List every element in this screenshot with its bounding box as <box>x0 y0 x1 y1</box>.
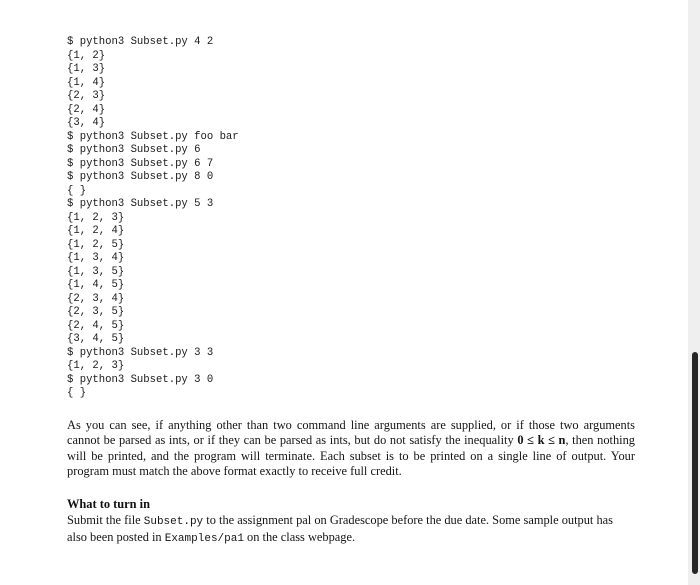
code-line: {1, 2, 4} <box>67 225 125 238</box>
code-line: {1, 4, 5} <box>67 279 125 292</box>
code-line: {1, 2, 3} <box>67 211 125 224</box>
code-line: {1, 2, 3} <box>67 360 125 373</box>
submission-text-continued: to the assignment pal on Gradescope before the due date. Some sample output has also been posted in <box>67 513 613 545</box>
code-line: {2, 4, 5} <box>67 319 125 332</box>
code-line: {1, 2} <box>67 49 106 62</box>
code-line: $ python3 Subset.py 8 0 <box>67 171 214 184</box>
code-line: {1, 4} <box>67 76 106 89</box>
code-line: {2, 4} <box>67 103 106 116</box>
explanation-text: As you can see, if anything other than two command line arguments are supplied, or if those two arguments cannot be parsed as ints, or if they can be parsed as ints, but do not satisfy the inequality <box>67 418 635 448</box>
code-line: $ python3 Subset.py 4 2 <box>67 36 214 48</box>
terminal-output-block <box>67 36 239 401</box>
submission-text-end: on the class webpage. <box>243 530 356 545</box>
code-line: {2, 3} <box>67 90 106 103</box>
code-line: {2, 3, 4} <box>67 292 125 305</box>
code-line: {3, 4, 5} <box>67 333 125 346</box>
code-line: {1, 3, 5} <box>67 265 125 278</box>
submission-text: Submit the file <box>67 513 144 527</box>
inequality-expression: 0 ≤ k ≤ n <box>517 433 566 448</box>
code-line: $ python3 Subset.py 5 3 <box>67 198 214 211</box>
code-line: {1, 3} <box>67 63 106 76</box>
section-heading: What to turn in <box>67 497 150 511</box>
code-line: $ python3 Subset.py 3 3 <box>67 346 214 359</box>
code-line: { } <box>67 387 87 400</box>
examples-path: Examples/pa1 <box>164 533 244 546</box>
code-line: $ python3 Subset.py foo bar <box>67 130 239 143</box>
code-line: $ python3 Subset.py 3 0 <box>67 373 214 386</box>
submission-paragraph <box>67 513 635 548</box>
code-line: {1, 3, 4} <box>67 252 125 265</box>
code-line: $ python3 Subset.py 6 7 <box>67 157 214 170</box>
code-line: {1, 2, 5} <box>67 238 125 251</box>
vertical-scrollbar[interactable] <box>688 0 700 585</box>
code-line: {3, 4} <box>67 117 106 130</box>
code-line: {2, 3, 5} <box>67 306 125 319</box>
scrollbar-thumb[interactable] <box>692 352 698 574</box>
code-line: $ python3 Subset.py 6 <box>67 144 201 157</box>
explanation-text-continued: , then nothing will be printed, and the program will terminate. Each subset is to be printed on a single line of output. Your program must match the above format exactly to receive full credit. <box>67 433 635 479</box>
explanation-paragraph <box>67 418 635 480</box>
file-name: Subset.py <box>143 516 204 528</box>
code-line: { } <box>67 184 87 197</box>
